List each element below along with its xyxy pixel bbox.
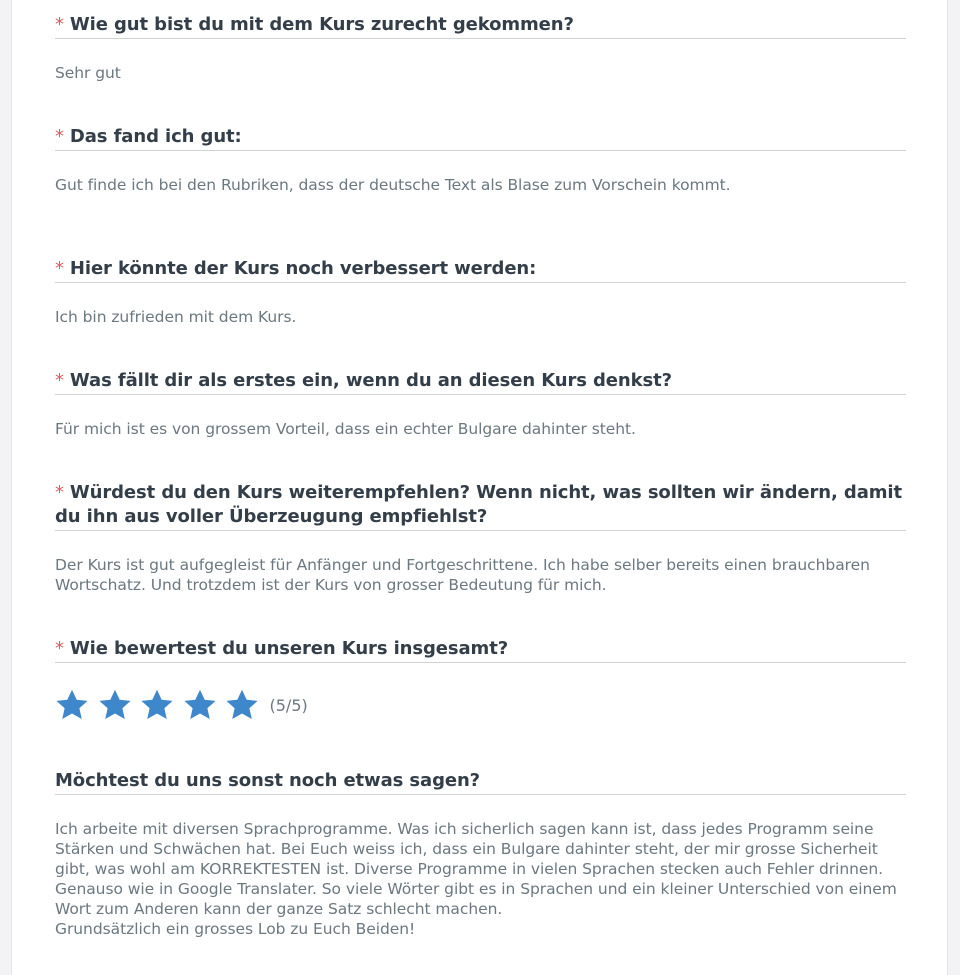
answer-text: Ich bin zufrieden mit dem Kurs. [55, 308, 297, 326]
required-marker: * [55, 126, 64, 147]
question-label: Wie gut bist du mit dem Kurs zurecht gekommen? [69, 14, 574, 35]
required-marker: * [55, 370, 64, 391]
required-marker: * [55, 638, 64, 659]
star-rating [55, 688, 906, 722]
required-marker: * [55, 482, 64, 503]
star-icon [98, 688, 132, 722]
answer-text: Sehr gut [55, 64, 121, 82]
star-icon [55, 688, 89, 722]
required-marker: * [55, 14, 64, 35]
survey-response-card [11, 0, 948, 975]
rating-value: (5/5) [269, 695, 308, 715]
star-icon [225, 688, 259, 722]
question-title [55, 369, 906, 395]
star-row [55, 688, 268, 722]
question-label: Hier könnte der Kurs noch verbessert werden: [69, 258, 537, 279]
question-block [55, 13, 906, 83]
question-title [55, 637, 906, 663]
question-title [55, 125, 906, 151]
question-label: Das fand ich gut: [69, 126, 242, 147]
question-block [55, 369, 906, 439]
star-icon [140, 688, 174, 722]
answer-text: Ich arbeite mit diversen Sprachprogramme. Was ich sicherlich sagen kann ist, dass jedes Programm seine Stärken und Schwächen hat. Bei Euch weiss ich, dass ein Bulgare dahinter steht, der mir grosse Sicherheit gibt, was wohl am KORREKTESTEN ist. Diverse Programme in vielen Sprachen stecken auch Fehler drinnen. Genauso wie in Google Translater. So viele Wörter gibt es in Sprachen und ein kleiner Unterschied von einem Wort zum Anderen kann der ganze Satz schlecht machen. Grundsätzlich ein grosses Lob zu Euch Beiden! [55, 820, 897, 938]
question-title [55, 257, 906, 283]
question-block [55, 481, 906, 595]
question-block [55, 769, 906, 939]
question-label: Wie bewertest du unseren Kurs insgesamt? [69, 638, 509, 659]
question-block [55, 637, 906, 722]
answer-text: Gut finde ich bei den Rubriken, dass der deutsche Text als Blase zum Vorschein kommt. [55, 176, 731, 194]
question-label: Würdest du den Kurs weiterempfehlen? Wenn nicht, was sollten wir ändern, damit du ihn aus voller Überzeugung empfiehlst? [55, 482, 902, 527]
question-label: Möchtest du uns sonst noch etwas sagen? [55, 770, 481, 791]
question-title [55, 769, 906, 795]
star-icon [183, 688, 217, 722]
question-title [55, 481, 906, 531]
answer-text: Der Kurs ist gut aufgegleist für Anfänger und Fortgeschrittene. Ich habe selber bereits einen brauchbaren Wortschatz. Und trotzdem ist der Kurs von grosser Bedeutung für mich. [55, 556, 875, 594]
question-block [55, 125, 906, 195]
question-block [55, 257, 906, 327]
required-marker: * [55, 258, 64, 279]
answer-text: Für mich ist es von grossem Vorteil, dass ein echter Bulgare dahinter steht. [55, 420, 636, 438]
question-title [55, 13, 906, 39]
question-label: Was fällt dir als erstes ein, wenn du an diesen Kurs denkst? [69, 370, 672, 391]
